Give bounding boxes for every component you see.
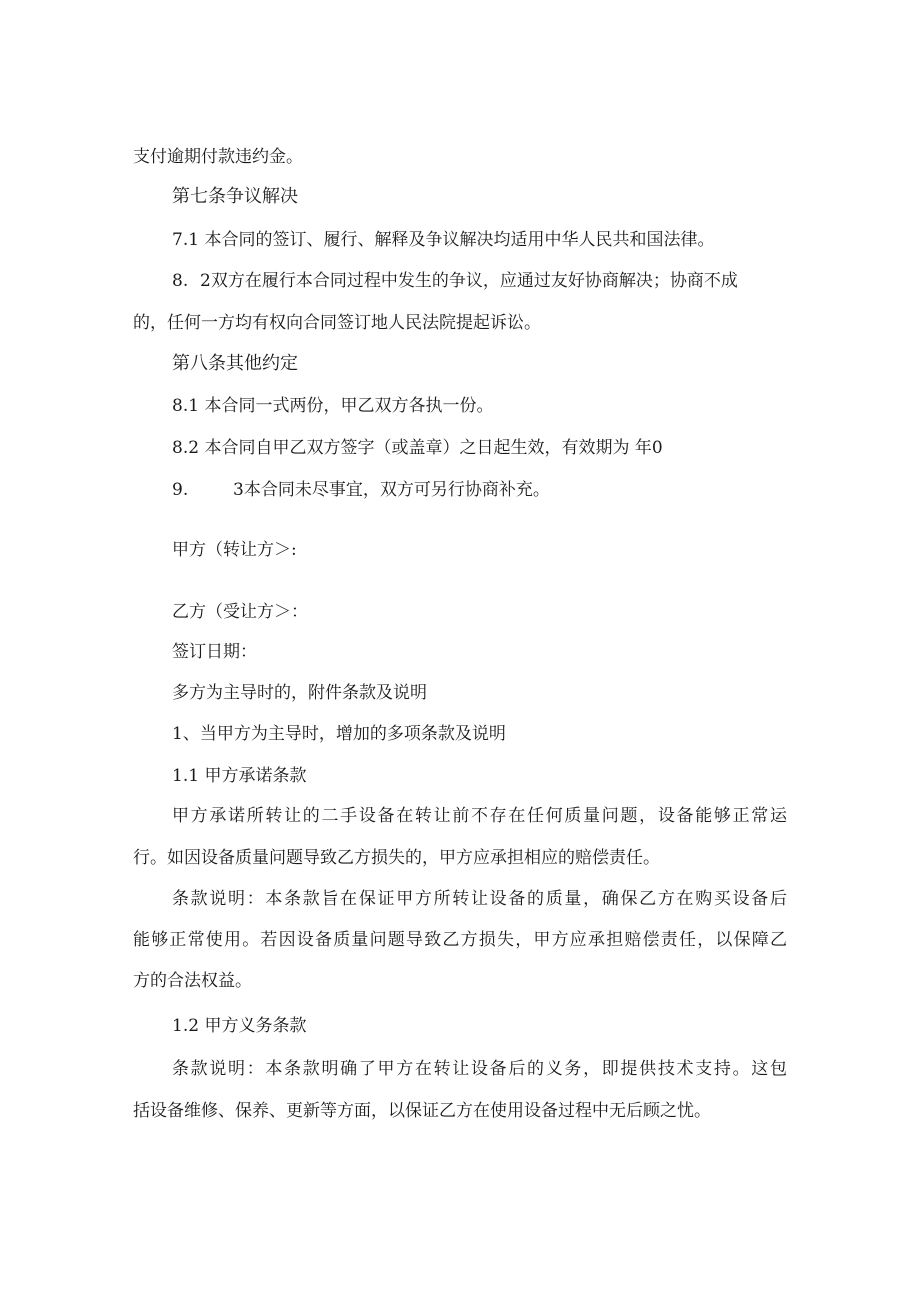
clause-1-1-line-1: 甲方承诺所转让的二手设备在转让前不存在任何质量问题，设备能够正常运 [172, 806, 787, 826]
signing-date-label: 签订日期： [172, 642, 257, 662]
note-1-line-1: 条款说明：本条款旨在保证甲方所转让设备的质量，确保乙方在购买设备后 [172, 889, 787, 909]
heading-article-8: 第八条其他约定 [172, 353, 298, 374]
clause-8-1: 8.1 本合同一式两份，甲乙双方各执一份。 [172, 396, 494, 416]
clause-9-number: 9. [172, 480, 189, 500]
clause-7-1: 7.1 本合同的签订、履行、解释及争议解决均适用中华人民共和国法律。 [172, 230, 715, 250]
clause-8-2a-number: 8. [172, 271, 189, 291]
note-2-line-2: 括设备维修、保养、更新等方面，以保证乙方在使用设备过程中无后顾之忧。 [133, 1101, 711, 1121]
party-b-label: 乙方（受让方＞： [172, 602, 308, 622]
heading-article-7: 第七条争议解决 [172, 186, 298, 207]
clause-8-2: 8.2 本合同自甲乙双方签字（或盖章）之日起生效，有效期为 年0 [172, 438, 663, 458]
note-1-line-3: 方的合法权益。 [133, 971, 252, 991]
note-2-line-1: 条款说明：本条款明确了甲方在转让设备后的义务，即提供技术支持。这包 [172, 1059, 787, 1079]
party-a-label: 甲方（转让方＞: [172, 540, 297, 560]
appendix-item-1: 1、当甲方为主导时，增加的多项条款及说明 [172, 724, 506, 744]
clause-9-text: 3本合同未尽事宜，双方可另行协商补充。 [233, 480, 550, 500]
appendix-item-1-1: 1.1 甲方承诺条款 [172, 766, 307, 786]
appendix-item-1-2: 1.2 甲方义务条款 [172, 1016, 307, 1036]
note-1-line-2: 能够正常使用。若因设备质量问题导致乙方损失，甲方应承担赔偿责任，以保障乙 [133, 930, 787, 950]
clause-8-2a-line-1: 2双方在履行本合同过程中发生的争议，应通过友好协商解决；协商不成 [200, 271, 738, 291]
paragraph-continuation: 支付逾期付款违约金。 [133, 147, 303, 167]
clause-1-1-line-2: 行。如因设备质量问题导致乙方损失的，甲方应承担相应的赔偿责任。 [133, 848, 660, 868]
appendix-title: 多方为主导时的，附件条款及说明 [172, 683, 427, 703]
clause-8-2a-line-2: 的，任何一方均有权向合同签订地人民法院提起诉讼。 [133, 313, 541, 333]
